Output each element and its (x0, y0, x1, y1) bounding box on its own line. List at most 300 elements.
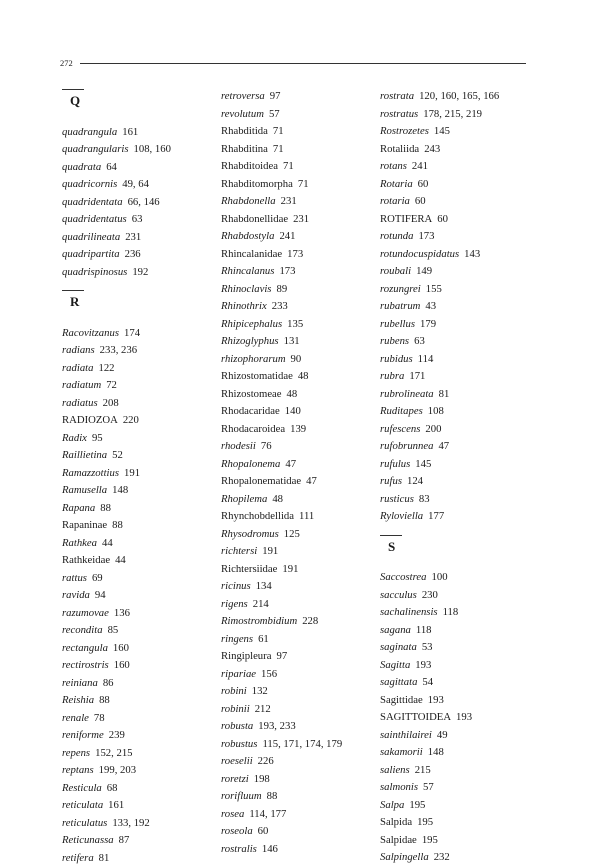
index-term: quadrilineata (62, 231, 120, 243)
letter-section-header (380, 534, 540, 570)
index-term: rhodesii (221, 440, 256, 452)
index-entry (62, 325, 222, 343)
index-term: rotaria (380, 195, 410, 207)
index-pages: 125 (284, 528, 300, 540)
index-term: Rhinoclavis (221, 283, 271, 295)
index-pages: 149 (416, 265, 432, 277)
index-pages: 160 (113, 642, 129, 654)
index-pages: 173 (418, 230, 434, 242)
index-entry (380, 298, 540, 316)
section-letter: S (388, 540, 395, 554)
index-term: saliens (380, 764, 410, 776)
index-term: reticulatus (62, 817, 107, 829)
index-pages: 81 (439, 388, 450, 400)
index-pages: 44 (115, 554, 126, 566)
index-entry (380, 88, 540, 106)
index-term: rostralis (221, 843, 257, 855)
index-entry (62, 500, 222, 518)
index-pages: 192 (132, 266, 148, 278)
index-entry (380, 569, 540, 587)
index-term: rusticus (380, 493, 414, 505)
index-pages: 115, 171, 174, 179 (262, 738, 342, 750)
index-entry (380, 849, 540, 867)
index-entry (62, 692, 222, 710)
index-pages: 71 (273, 125, 284, 137)
index-term: rubidus (380, 353, 413, 365)
index-pages: 131 (284, 335, 300, 347)
index-entry (221, 211, 381, 229)
index-term: rubrolineata (380, 388, 434, 400)
index-term: robini (221, 685, 247, 697)
index-entry (380, 228, 540, 246)
index-entry (62, 605, 222, 623)
index-term: Rhopilema (221, 493, 267, 505)
index-pages: 81 (99, 852, 110, 864)
index-entry (380, 386, 540, 404)
index-term: razumovae (62, 607, 109, 619)
index-term: ROTIFERA (380, 213, 432, 225)
index-pages: 243 (424, 143, 440, 155)
index-pages: 124 (407, 475, 423, 487)
index-pages: 220 (123, 414, 139, 426)
index-term: Rhopalonema (221, 458, 280, 470)
index-entry (62, 850, 222, 867)
letter-section-header (62, 289, 222, 325)
index-term: quadridentata (62, 196, 123, 208)
index-entry (380, 622, 540, 640)
index-term: rigens (221, 598, 248, 610)
index-term: robustus (221, 738, 257, 750)
index-pages: 43 (425, 300, 436, 312)
index-pages: 132 (252, 685, 268, 697)
index-entry (221, 631, 381, 649)
index-term: rattus (62, 572, 87, 584)
index-entry (380, 141, 540, 159)
index-term: radiatum (62, 379, 101, 391)
index-pages: 88 (100, 502, 111, 514)
index-pages: 120, 160, 165, 166 (419, 90, 499, 102)
index-entry (62, 762, 222, 780)
page-number: 272 (60, 58, 73, 68)
index-term: sachalinensis (380, 606, 438, 618)
index-entry (380, 762, 540, 780)
index-entry (380, 211, 540, 229)
header-rule (80, 63, 526, 64)
index-term: richtersi (221, 545, 257, 557)
index-pages: 49, 64 (122, 178, 149, 190)
index-pages: 63 (132, 213, 143, 225)
index-pages: 88 (112, 519, 123, 531)
index-pages: 60 (437, 213, 448, 225)
index-pages: 173 (287, 248, 303, 260)
index-pages: 57 (423, 781, 434, 793)
index-term: Rostrozetes (380, 125, 429, 137)
index-pages: 139 (290, 423, 306, 435)
index-pages: 155 (426, 283, 442, 295)
index-pages: 198 (254, 773, 270, 785)
index-pages: 230 (422, 589, 438, 601)
index-entry (380, 692, 540, 710)
index-term: rubens (380, 335, 409, 347)
index-pages: 241 (412, 160, 428, 172)
index-entry (62, 377, 222, 395)
index-entry (221, 648, 381, 666)
index-entry (380, 263, 540, 281)
index-term: rubatrum (380, 300, 420, 312)
index-pages: 88 (99, 694, 110, 706)
index-entry (221, 596, 381, 614)
index-term: rufobrunnea (380, 440, 433, 452)
index-entry (380, 333, 540, 351)
index-pages: 232 (434, 851, 450, 863)
index-pages: 76 (261, 440, 272, 452)
index-pages: 152, 215 (95, 747, 132, 759)
index-pages: 52 (112, 449, 123, 461)
index-term: Reticunassa (62, 834, 114, 846)
index-entry (221, 578, 381, 596)
index-entry (380, 246, 540, 264)
index-term: renale (62, 712, 89, 724)
index-pages: 48 (287, 388, 298, 400)
index-entry (221, 88, 381, 106)
index-pages: 214 (253, 598, 269, 610)
index-pages: 47 (306, 475, 317, 487)
index-pages: 195 (417, 816, 433, 828)
index-entry (62, 412, 222, 430)
index-entry (221, 543, 381, 561)
index-entry (62, 465, 222, 483)
index-entry (62, 482, 222, 500)
index-term: Rathkeidae (62, 554, 110, 566)
letter-section-header (62, 88, 222, 124)
index-entry (380, 456, 540, 474)
index-entry (62, 176, 222, 194)
index-entry (62, 815, 222, 833)
index-term: rufulus (380, 458, 410, 470)
index-pages: 48 (272, 493, 283, 505)
index-pages: 97 (276, 650, 287, 662)
index-entry (380, 674, 540, 692)
index-entry (221, 806, 381, 824)
index-term: rotans (380, 160, 407, 172)
section-gap (62, 281, 222, 289)
index-entry (380, 158, 540, 176)
letter-rule (62, 290, 84, 291)
index-pages: 89 (276, 283, 287, 295)
index-entry (380, 779, 540, 797)
index-entry (62, 745, 222, 763)
index-pages: 231 (293, 213, 309, 225)
index-term: Ramusella (62, 484, 107, 496)
index-term: sakamorii (380, 746, 423, 758)
index-pages: 236 (125, 248, 141, 260)
index-pages: 228 (302, 615, 318, 627)
index-entry (221, 246, 381, 264)
index-term: Ringipleura (221, 650, 271, 662)
index-pages: 90 (291, 353, 302, 365)
index-term: rufus (380, 475, 402, 487)
index-pages: 161 (122, 126, 138, 138)
index-term: radiatus (62, 397, 98, 409)
index-term: ringens (221, 633, 253, 645)
index-pages: 94 (95, 589, 106, 601)
index-pages: 118 (416, 624, 432, 636)
index-entry (221, 666, 381, 684)
index-entry (62, 832, 222, 850)
index-pages: 83 (419, 493, 430, 505)
index-entry (221, 386, 381, 404)
index-entry (380, 814, 540, 832)
index-pages: 191 (282, 563, 298, 575)
index-column-2 (221, 88, 381, 858)
index-entry (62, 517, 222, 535)
index-term: Rhipicephalus (221, 318, 282, 330)
index-entry (380, 832, 540, 850)
index-term: Ryloviella (380, 510, 423, 522)
index-term: Salpida (380, 816, 412, 828)
index-term: SAGITTOIDEA (380, 711, 451, 723)
index-pages: 49 (437, 729, 448, 741)
index-entry (380, 639, 540, 657)
index-pages: 85 (108, 624, 119, 636)
index-pages: 193, 233 (258, 720, 295, 732)
index-term: reptans (62, 764, 94, 776)
index-entry (221, 421, 381, 439)
index-term: Rhabditomorpha (221, 178, 293, 190)
index-entry (380, 604, 540, 622)
index-pages: 136 (114, 607, 130, 619)
index-pages: 64 (106, 161, 117, 173)
index-pages: 140 (285, 405, 301, 417)
index-term: sacculus (380, 589, 417, 601)
index-entry (221, 403, 381, 421)
index-entry (62, 710, 222, 728)
index-pages: 200 (425, 423, 441, 435)
index-pages: 191 (262, 545, 278, 557)
index-term: roeselii (221, 755, 253, 767)
index-entry (221, 298, 381, 316)
index-entry (221, 736, 381, 754)
index-entry (221, 193, 381, 211)
index-entry (221, 823, 381, 841)
index-entry (62, 141, 222, 159)
index-term: Rhynchobdellida (221, 510, 294, 522)
index-term: rufescens (380, 423, 420, 435)
index-term: revolutum (221, 108, 264, 120)
index-entry (221, 281, 381, 299)
index-pages: 111 (299, 510, 314, 522)
index-entry (221, 788, 381, 806)
index-pages: 47 (285, 458, 296, 470)
index-term: quadridentatus (62, 213, 127, 225)
index-term: Rapaninae (62, 519, 107, 531)
index-pages: 61 (258, 633, 269, 645)
index-entry (380, 316, 540, 334)
index-entry (62, 124, 222, 142)
index-entry (380, 106, 540, 124)
index-entry (62, 447, 222, 465)
index-term: Rhodacaroidea (221, 423, 285, 435)
index-pages: 60 (418, 178, 429, 190)
index-entry (221, 228, 381, 246)
index-entry (380, 491, 540, 509)
index-entry (380, 587, 540, 605)
index-term: Rhabditoidea (221, 160, 278, 172)
index-term: sagana (380, 624, 411, 636)
index-term: Rhizoglyphus (221, 335, 279, 347)
index-term: Rhizostomeae (221, 388, 282, 400)
index-term: Rotaria (380, 178, 413, 190)
index-pages: 48 (298, 370, 309, 382)
index-entry (380, 351, 540, 369)
index-entry (62, 640, 222, 658)
index-term: quadrispinosus (62, 266, 127, 278)
index-pages: 145 (415, 458, 431, 470)
index-term: ravida (62, 589, 90, 601)
index-pages: 199, 203 (99, 764, 136, 776)
index-entry (62, 360, 222, 378)
index-term: Radix (62, 432, 87, 444)
index-pages: 66, 146 (128, 196, 160, 208)
index-term: robusta (221, 720, 253, 732)
letter-rule (380, 535, 402, 536)
section-letter: Q (70, 94, 80, 108)
section-gap (380, 526, 540, 534)
index-entry (62, 622, 222, 640)
index-entry (221, 368, 381, 386)
index-entry (221, 771, 381, 789)
index-term: Sagitta (380, 659, 410, 671)
index-pages: 71 (283, 160, 294, 172)
index-term: rectirostris (62, 659, 109, 671)
index-entry (380, 176, 540, 194)
index-entry (221, 753, 381, 771)
index-entry (380, 193, 540, 211)
index-term: Rhodacaridae (221, 405, 280, 417)
index-term: Rhizostomatidae (221, 370, 293, 382)
index-pages: 161 (108, 799, 124, 811)
index-pages: 178, 215, 219 (423, 108, 482, 120)
index-term: Rhincalanus (221, 265, 274, 277)
index-pages: 69 (92, 572, 103, 584)
index-pages: 241 (279, 230, 295, 242)
index-term: Richtersiidae (221, 563, 277, 575)
index-pages: 72 (106, 379, 117, 391)
index-pages: 174 (124, 327, 140, 339)
index-term: retroversa (221, 90, 265, 102)
index-term: quadrata (62, 161, 101, 173)
index-term: Reishia (62, 694, 94, 706)
index-entry (380, 473, 540, 491)
index-entry (221, 561, 381, 579)
index-pages: 71 (298, 178, 309, 190)
index-term: rotunda (380, 230, 413, 242)
index-pages: 233 (272, 300, 288, 312)
index-pages: 97 (270, 90, 281, 102)
index-term: Salpa (380, 799, 404, 811)
index-entry (221, 316, 381, 334)
index-pages: 118 (443, 606, 459, 618)
index-pages: 114 (418, 353, 434, 365)
index-term: Sagittidae (380, 694, 423, 706)
index-entry (221, 351, 381, 369)
index-pages: 173 (279, 265, 295, 277)
index-term: sagittata (380, 676, 417, 688)
index-term: rostratus (380, 108, 418, 120)
index-term: quadripartita (62, 248, 120, 260)
index-entry (62, 430, 222, 448)
index-term: rectangula (62, 642, 108, 654)
index-entry (62, 229, 222, 247)
index-entry (62, 211, 222, 229)
index-term: rubra (380, 370, 404, 382)
letter-rule (62, 89, 84, 90)
index-term: reniforme (62, 729, 104, 741)
index-term: Raillietina (62, 449, 107, 461)
index-term: Salpidae (380, 834, 417, 846)
index-term: recondita (62, 624, 103, 636)
index-pages: 156 (261, 668, 277, 680)
index-entry (221, 613, 381, 631)
index-term: roubali (380, 265, 411, 277)
index-term: Saccostrea (380, 571, 427, 583)
index-column-1 (62, 88, 222, 867)
index-term: radiata (62, 362, 93, 374)
index-entry (221, 841, 381, 859)
index-entry (380, 744, 540, 762)
index-pages: 47 (438, 440, 449, 452)
index-entry (380, 508, 540, 526)
index-term: quadricornis (62, 178, 117, 190)
index-entry (380, 657, 540, 675)
index-entry (380, 421, 540, 439)
section-letter: R (70, 295, 79, 309)
index-entry (221, 718, 381, 736)
index-pages: 191 (124, 467, 140, 479)
index-pages: 135 (287, 318, 303, 330)
index-term: Rhincalanidae (221, 248, 282, 260)
index-term: repens (62, 747, 90, 759)
index-entry (62, 194, 222, 212)
index-entry (62, 395, 222, 413)
index-pages: 87 (119, 834, 130, 846)
index-term: rubellus (380, 318, 415, 330)
index-entry (221, 683, 381, 701)
index-pages: 146 (262, 843, 278, 855)
index-pages: 160 (114, 659, 130, 671)
index-entry (221, 123, 381, 141)
index-term: RADIOZOA (62, 414, 118, 426)
index-entry (221, 456, 381, 474)
index-entry (221, 508, 381, 526)
index-term: Rotaliida (380, 143, 419, 155)
index-entry (62, 657, 222, 675)
index-entry (221, 106, 381, 124)
index-pages: 86 (103, 677, 114, 689)
index-pages: 145 (434, 125, 450, 137)
index-entry (62, 342, 222, 360)
index-term: saginata (380, 641, 417, 653)
index-pages: 44 (102, 537, 113, 549)
index-entry (380, 368, 540, 386)
index-pages: 100 (432, 571, 448, 583)
index-entry (380, 797, 540, 815)
index-term: Rhabditida (221, 125, 268, 137)
index-term: Resticula (62, 782, 102, 794)
index-entry (221, 176, 381, 194)
index-term: sainthilairei (380, 729, 432, 741)
index-pages: 233, 236 (100, 344, 137, 356)
